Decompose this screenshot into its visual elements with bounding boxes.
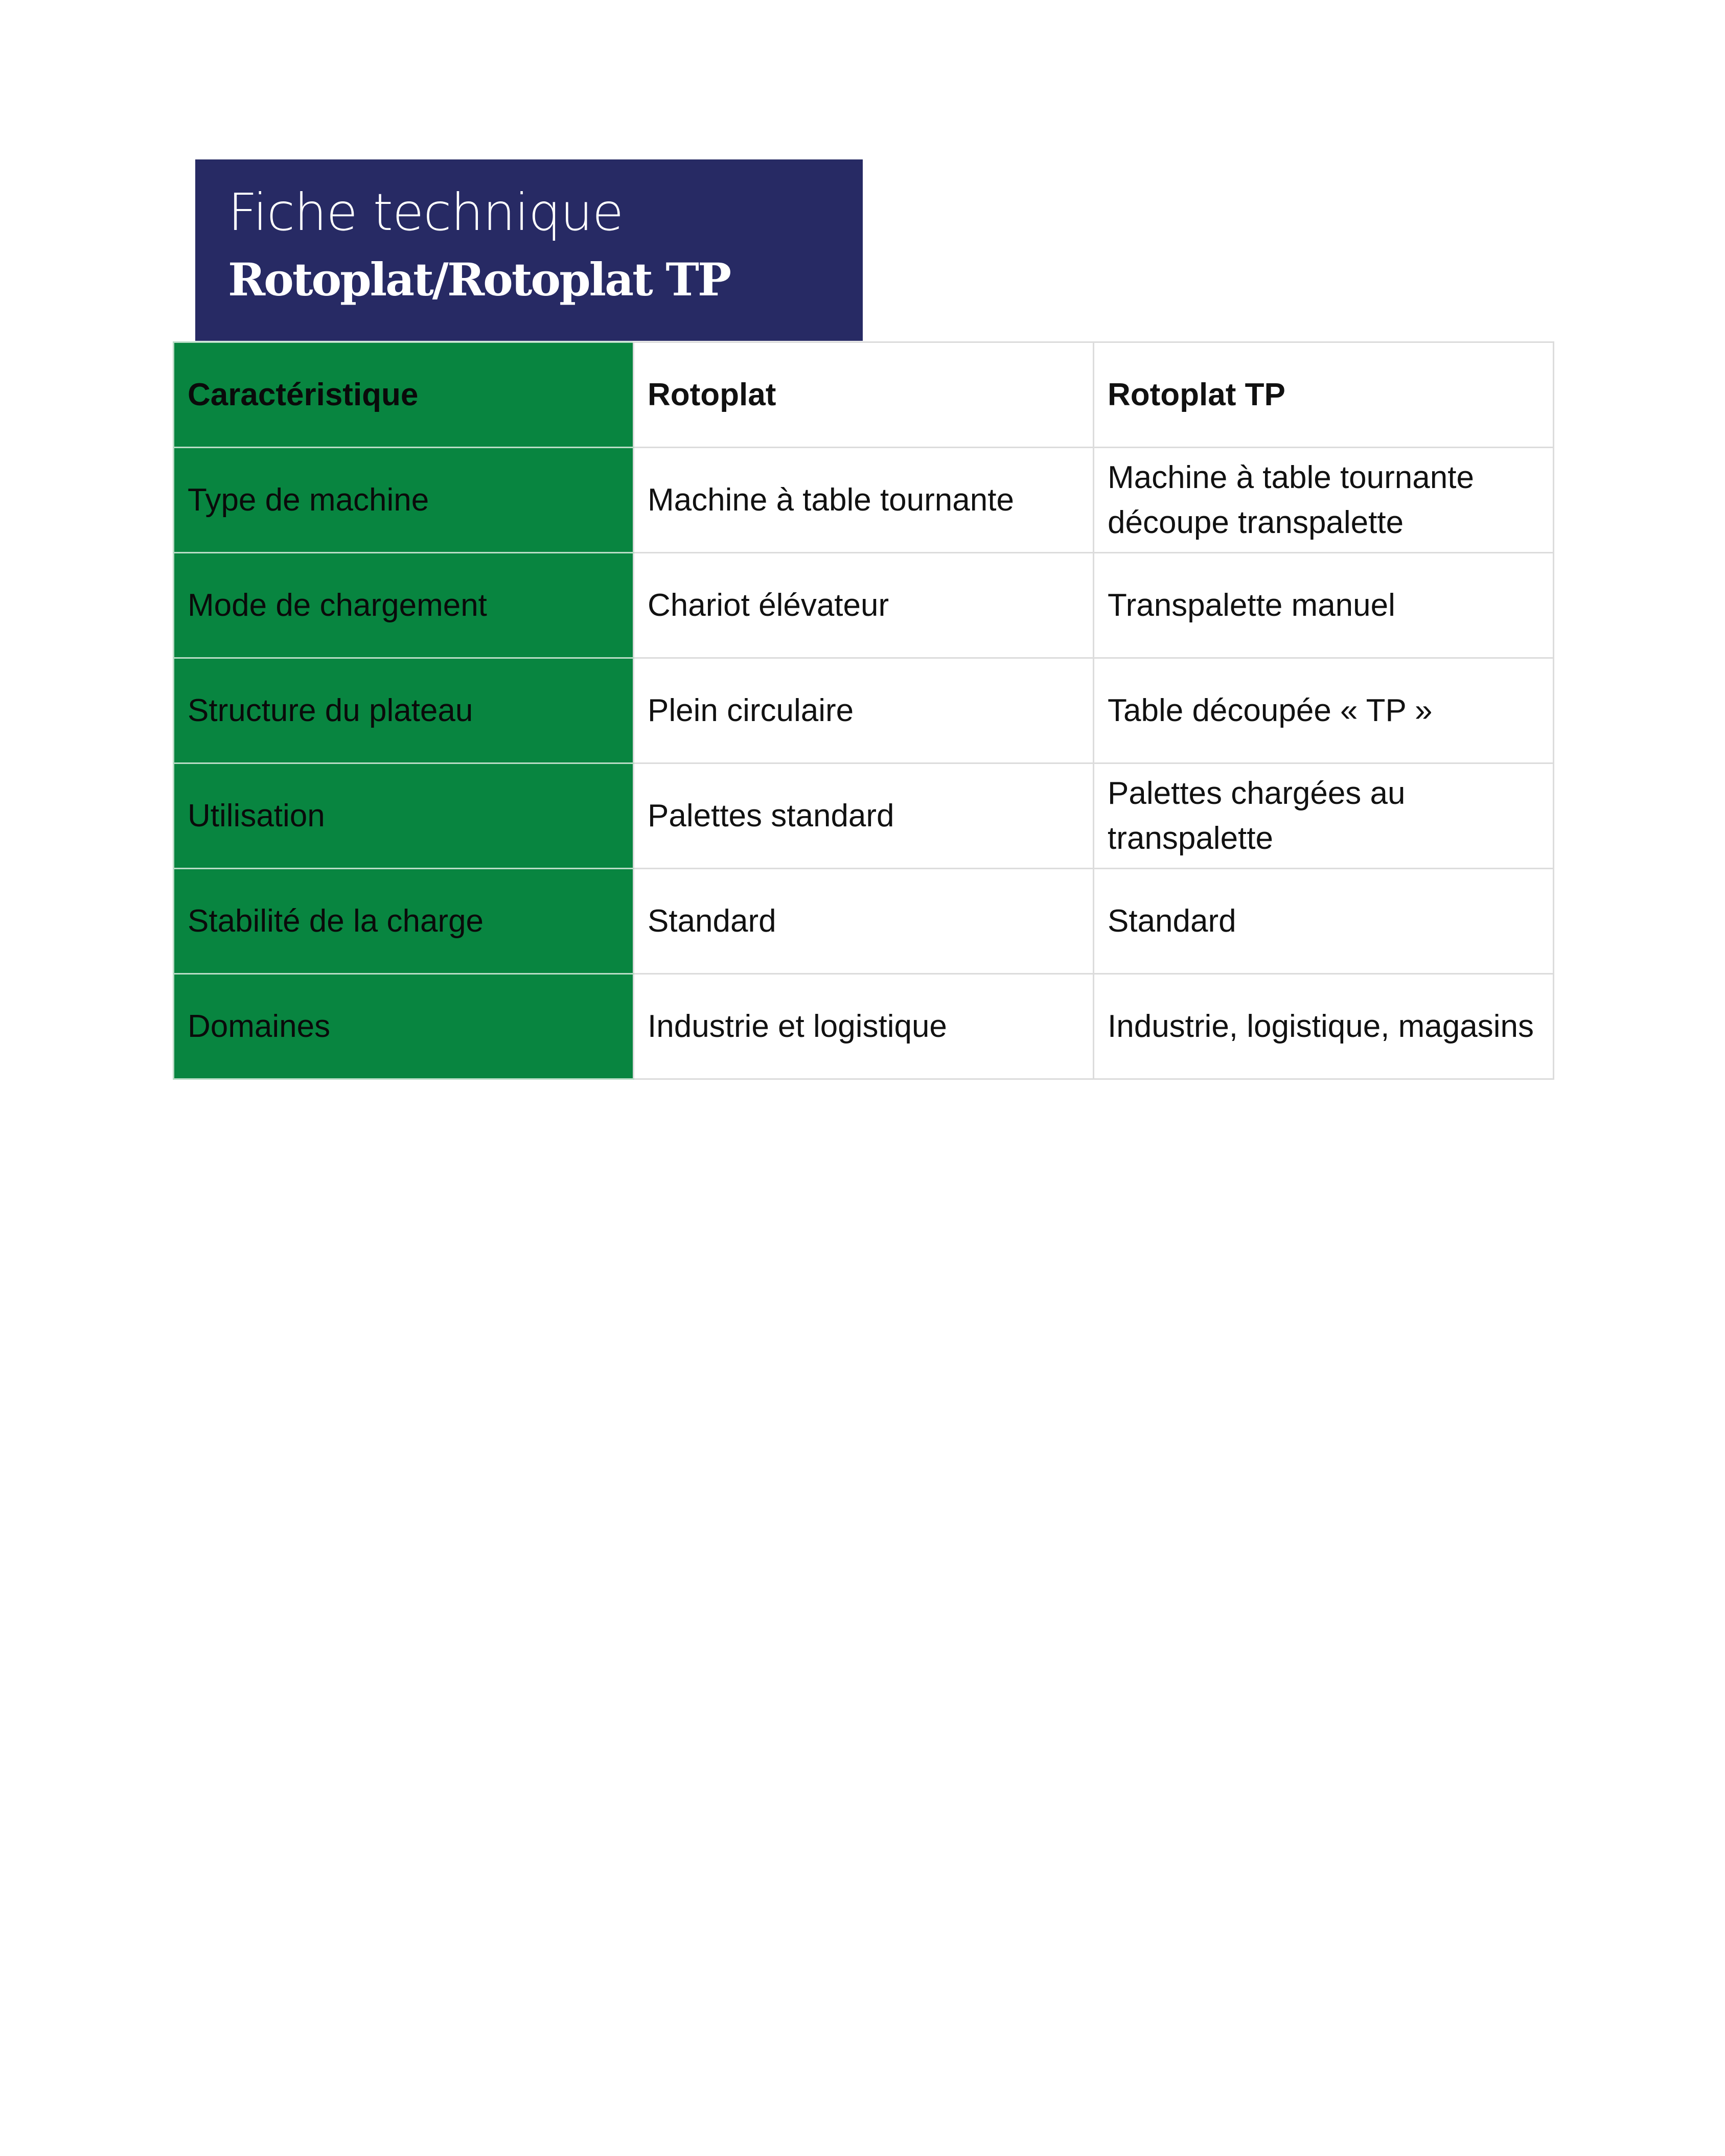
spec-table — [173, 341, 1554, 1080]
column-header-feature: Caractéristique — [174, 342, 634, 448]
table-cell: Industrie, logistique, magasins — [1094, 974, 1554, 1079]
table-cell: Industrie et logistique — [634, 974, 1094, 1079]
table-cell: Standard — [1094, 869, 1554, 974]
product-title: Rotoplat/Rotoplat TP — [228, 253, 730, 306]
row-label: Stabilité de la charge — [174, 869, 634, 974]
table-cell: Machine à table tournante découpe transpalette — [1094, 448, 1554, 553]
table-row — [174, 974, 1554, 1079]
table-cell: Table découpée « TP » — [1094, 658, 1554, 763]
table-row — [174, 658, 1554, 763]
column-header-rotoplat-tp: Rotoplat TP — [1094, 342, 1554, 448]
table-cell: Machine à table tournante — [634, 448, 1094, 553]
table-cell: Plein circulaire — [634, 658, 1094, 763]
title-banner — [195, 159, 863, 341]
row-label: Structure du plateau — [174, 658, 634, 763]
table-cell: Transpalette manuel — [1094, 553, 1554, 658]
table-cell: Palettes standard — [634, 763, 1094, 869]
table-row — [174, 869, 1554, 974]
table-cell: Palettes chargées au transpalette — [1094, 763, 1554, 869]
column-header-rotoplat: Rotoplat — [634, 342, 1094, 448]
document-title: Fiche technique — [228, 182, 624, 242]
row-label: Domaines — [174, 974, 634, 1079]
table-cell: Chariot élévateur — [634, 553, 1094, 658]
table-row — [174, 763, 1554, 869]
row-label: Mode de chargement — [174, 553, 634, 658]
table-row — [174, 553, 1554, 658]
table-row — [174, 448, 1554, 553]
table-header-row — [174, 342, 1554, 448]
table-cell: Standard — [634, 869, 1094, 974]
row-label: Utilisation — [174, 763, 634, 869]
row-label: Type de machine — [174, 448, 634, 553]
